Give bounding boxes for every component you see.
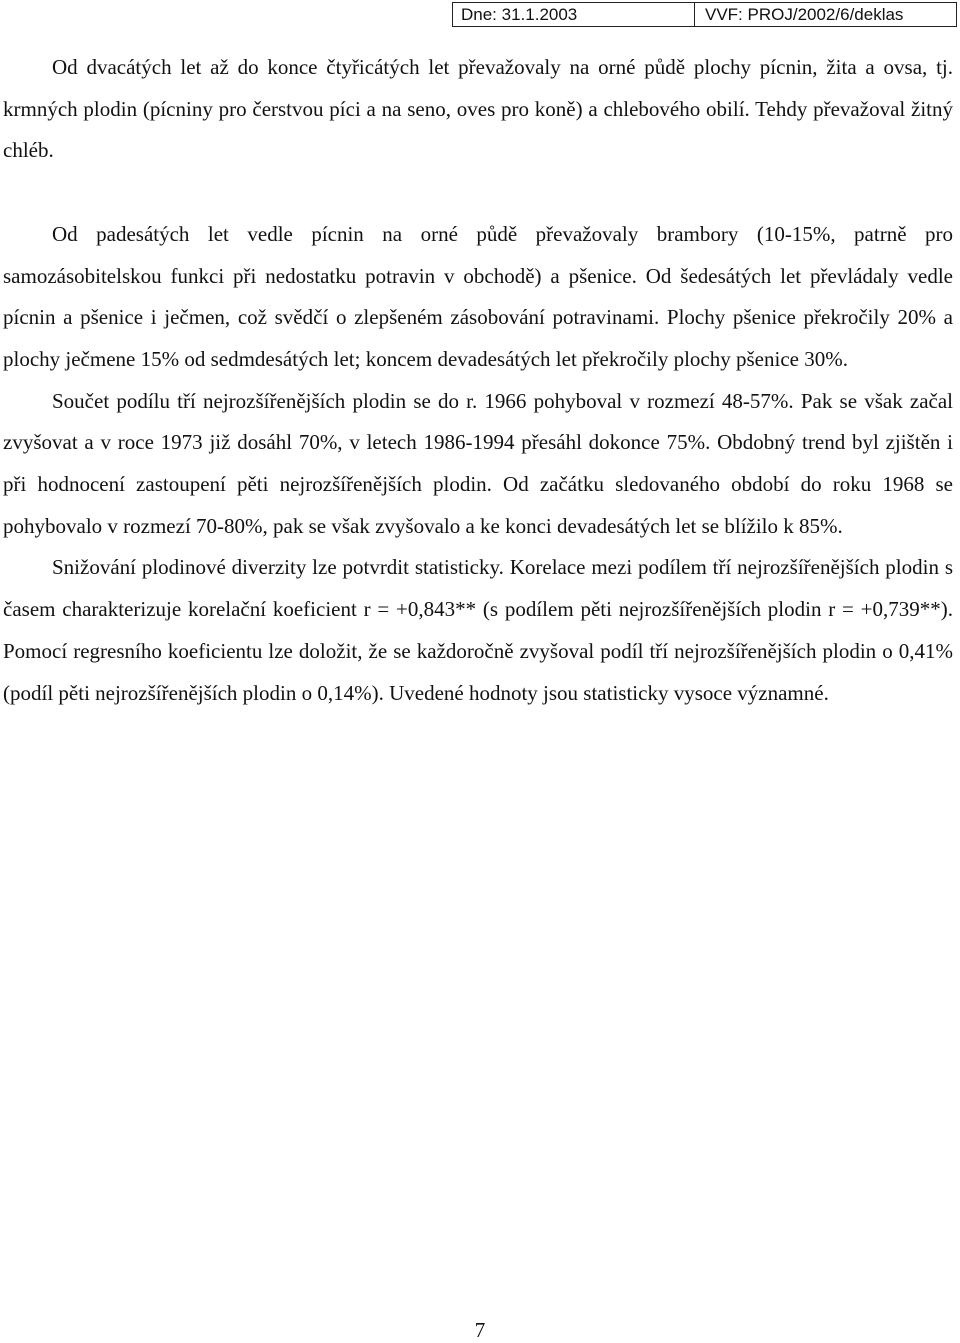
paragraph-gap xyxy=(3,172,953,214)
page-number: 7 xyxy=(474,1318,486,1342)
paragraph-3: Součet podílu tří nejrozšířenějších plodin se do r. 1966 pohyboval v rozmezí 48-57%. Pak se však začal zvyšovat a v roce 1973 již dosáhl 70%, v letech 1986-1994 přesáhl dokonce 75%. Obdobný trend byl zjištěn i při hodnocení zastoupení pěti nejrozšířenějších plodin. Od začátku sledovaného období do roku 1968 se pohybovalo v rozmezí 70-80%, pak se však zvyšovalo a ke konci devadesátých let se blížilo k 85%. xyxy=(3,388,953,538)
paragraph-2: Od padesátých let vedle pícnin na orné půdě převažovaly brambory (10-15%, patrně pro samozásobitelskou funkci při nedostatku potravin v obchodě) a pšenice. Od šedesátých let převládaly vedle pícnin a pšenice i ječmen, což svědčí o zlepšeném zásobování potravinami. Plochy pšenice překročily 20% a plochy ječmene 15% od sedmdesátých let; koncem devadesátých let překročily plochy pšenice 30%. xyxy=(3,221,953,371)
paragraph-1: Od dvacátých let až do konce čtyřicátých let převažovaly na orné půdě plochy pícnin, žita a ovsa, tj. krmných plodin (pícniny pro čerstvou píci a na seno, oves pro koně) a chlebového obilí. Tehdy převažoval žitný chléb. xyxy=(3,55,953,163)
header-date: Dne: 31.1.2003 xyxy=(453,3,695,26)
document-body xyxy=(3,47,953,714)
page-header xyxy=(452,2,957,27)
paragraph-4: Snižování plodinové diverzity lze potvrdit statisticky. Korelace mezi podílem tří nejrozšířenějších plodin s časem charakterizuje korelační koeficient r = +0,843** (s podílem pěti nejrozšířenějších plodin r = +0,739**). Pomocí regresního koeficientu lze doložit, že se každoročně zvyšoval podíl tří nejrozšířenějších plodin o 0,41% (podíl pěti nejrozšířenějších plodin o 0,14%). Uvedené hodnoty jsou statisticky vysoce významné. xyxy=(3,555,953,705)
header-reference: VVF: PROJ/2002/6/deklas xyxy=(705,4,904,24)
